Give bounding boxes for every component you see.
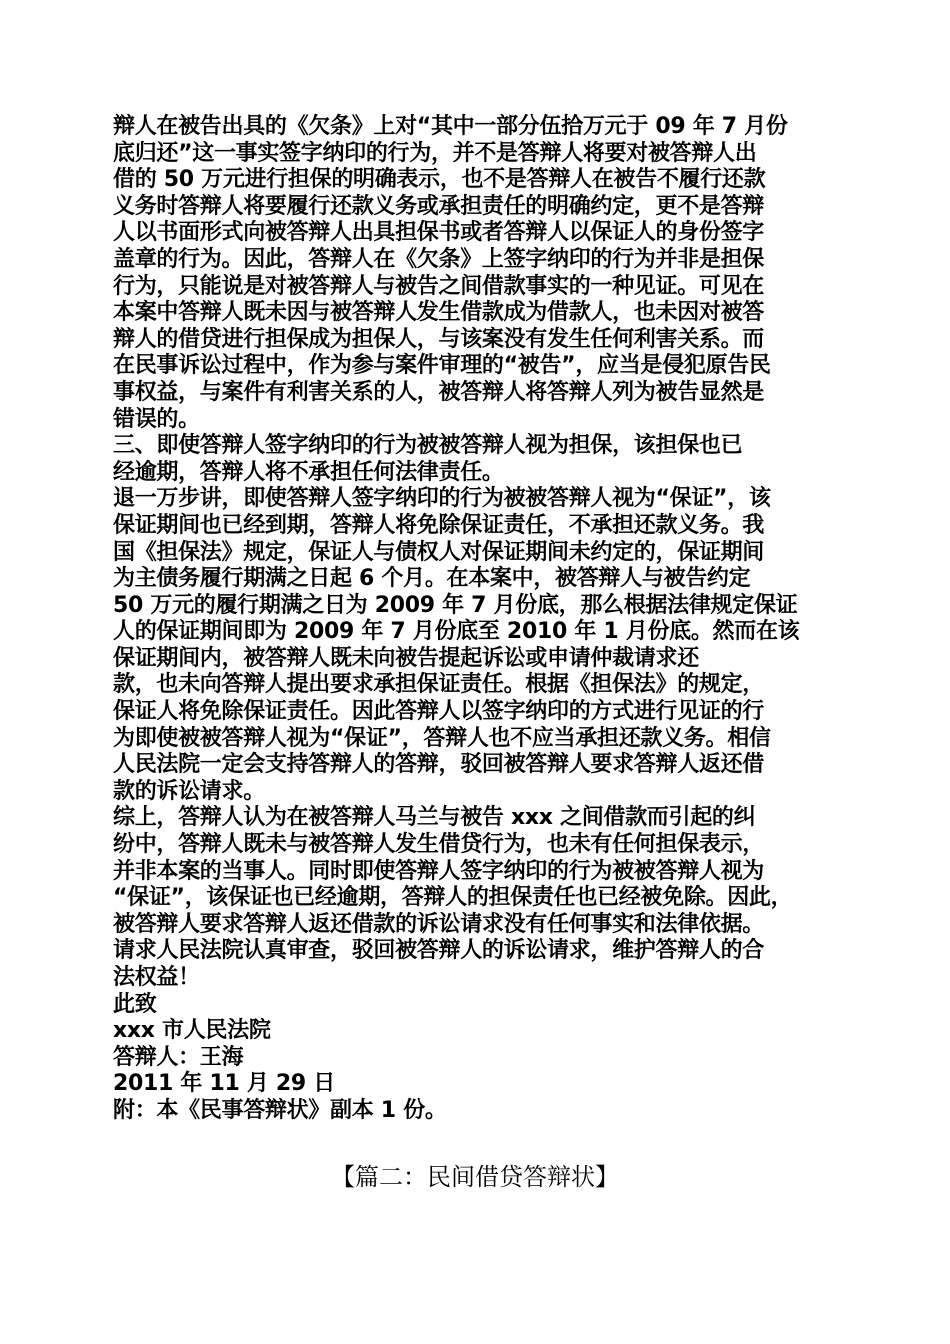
text-line: 款，也未向答辩人提出要求承担保证责任。根据《担保法》的规定， bbox=[113, 672, 765, 698]
text-line: 盖章的行为。因此，答辩人在《欠条》上签字纳印的行为并非是担保 bbox=[113, 246, 765, 272]
text-line: 人的保证期间即为 2009 年 7 月份底至 2010 年 1 月份底。然而在该 bbox=[113, 619, 800, 645]
text-line: 综上，答辩人认为在被答辩人马兰与被告 xxx 之间借款而引起的纠 bbox=[113, 805, 756, 831]
text-line: 款的诉讼请求。 bbox=[113, 778, 265, 804]
text-line: 三、即使答辩人签字纳印的行为被被答辩人视为担保，该担保也已 bbox=[113, 433, 743, 459]
text-line: 义务时答辩人将要履行还款义务或承担责任的明确约定，更不是答辩 bbox=[113, 193, 765, 219]
body-text bbox=[113, 114, 839, 1125]
text-line: 法权益！ bbox=[113, 965, 200, 990]
text-line: 人以书面形式向被答辩人出具担保书或者答辩人以保证人的身份签字 bbox=[113, 220, 765, 246]
text-line: 答辩人：王海 bbox=[113, 1044, 244, 1070]
text-line: 在民事诉讼过程中，作为参与案件审理的“被告”，应当是侵犯原告民 bbox=[113, 353, 771, 379]
text-line: 保证人将免除保证责任。因此答辩人以签字纳印的方式进行见证的行 bbox=[113, 699, 765, 725]
text-line: 人民法院一定会支持答辩人的答辩，驳回被答辩人要求答辩人返还借 bbox=[113, 752, 765, 778]
text-line: 经逾期，答辩人将不承担任何法律责任。 bbox=[113, 459, 504, 485]
text-line: 保证期间也已经到期，答辩人将免除保证责任，不承担还款义务。我 bbox=[113, 512, 765, 538]
section-title: 【篇二：民间借贷答辩状】 bbox=[331, 1163, 619, 1191]
text-line: 退一万步讲，即使答辩人签字纳印的行为被被答辩人视为“保证”，该 bbox=[113, 486, 771, 512]
text-line: 借的 50 万元进行担保的明确表示，也不是答辩人在被告不履行还款 bbox=[113, 167, 766, 193]
text-line: xxx 市人民法院 bbox=[113, 1018, 271, 1044]
text-line: 辩人的借贷进行担保成为担保人，与该案没有发生任何利害关系。而 bbox=[113, 326, 765, 352]
text-line: 辩人在被告出具的《欠条》上对“其中一部分伍拾万元于 09 年 7 月份 bbox=[113, 114, 788, 139]
text-line: 底归还”这一事实签字纳印的行为，并不是答辩人将要对被答辩人出 bbox=[113, 140, 757, 166]
text-line: 被答辩人要求答辩人返还借款的诉讼请求没有任何事实和法律依据。 bbox=[113, 911, 765, 937]
text-line: 纷中，答辩人既未与被答辩人发生借贷行为，也未有任何担保表示， bbox=[113, 832, 765, 858]
text-line: 国《担保法》规定，保证人与债权人对保证期间未约定的，保证期间 bbox=[113, 539, 765, 565]
text-line: “保证”，该保证也已经逾期，答辩人的担保责任也已经被免除。因此， bbox=[113, 885, 793, 911]
text-line: 错误的。 bbox=[113, 406, 200, 432]
text-line: 50 万元的履行期满之日为 2009 年 7 月份底，那么根据法律规定保证 bbox=[113, 592, 798, 618]
text-line: 为即使被被答辩人视为“保证”，答辩人也不应当承担还款义务。相信 bbox=[113, 725, 771, 751]
text-line: 保证期间内，被答辩人既未向被告提起诉讼或申请仲裁请求还 bbox=[113, 645, 699, 671]
text-line: 并非本案的当事人。同时即使答辩人签字纳印的行为被被答辩人视为 bbox=[113, 858, 765, 884]
text-line: 此致 bbox=[113, 991, 157, 1017]
text-line: 行为，只能说是对被答辩人与被告之间借款事实的一种见证。可见在 bbox=[113, 273, 765, 299]
text-line: 本案中答辩人既未因与被答辩人发生借款成为借款人，也未因对被答 bbox=[113, 300, 765, 326]
text-line: 事权益，与案件有利害关系的人，被答辩人将答辩人列为被告显然是 bbox=[113, 379, 765, 405]
text-line: 附：本《民事答辩状》副本 1 份。 bbox=[113, 1097, 447, 1123]
text-line: 请求人民法院认真审查，驳回被答辩人的诉讼请求，维护答辩人的合 bbox=[113, 938, 765, 964]
text-line: 为主债务履行期满之日起 6 个月。在本案中，被答辩人与被告约定 bbox=[113, 566, 751, 592]
text-line: 2011 年 11 月 29 日 bbox=[113, 1071, 335, 1097]
